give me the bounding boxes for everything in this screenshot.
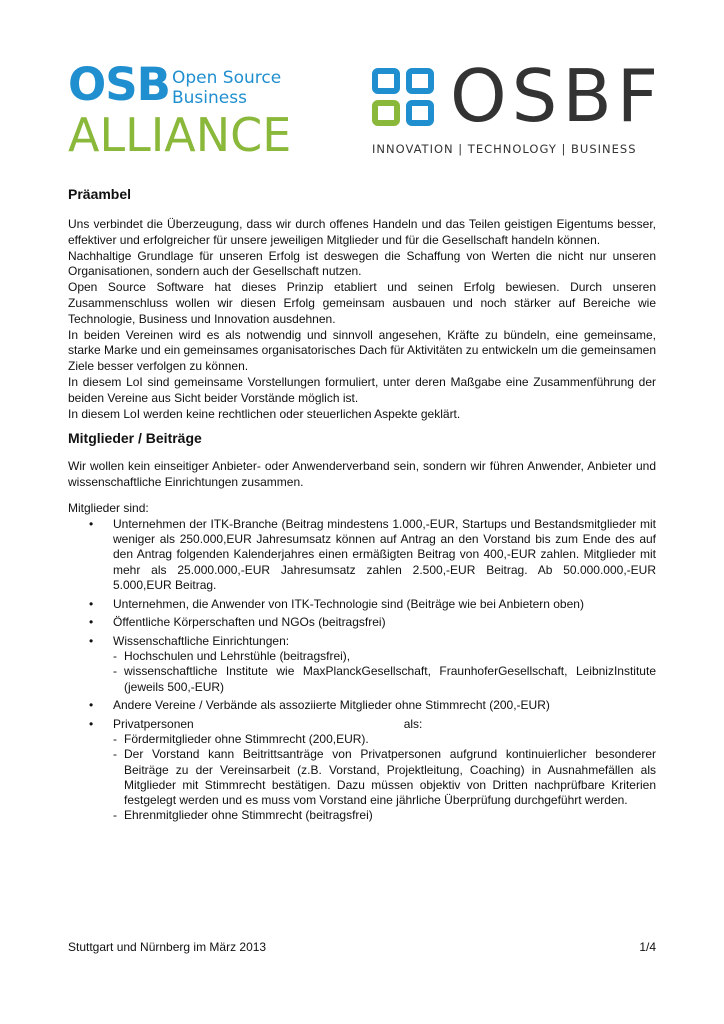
sub-list-item-text: Hochschulen und Lehrstühle (beitragsfrei), <box>124 649 351 664</box>
list-item-text <box>113 717 656 732</box>
osbf-squares-icon <box>372 68 442 132</box>
bullet-icon: • <box>89 596 94 611</box>
bullet-icon: • <box>89 517 94 531</box>
bullet-icon: • <box>89 716 94 731</box>
list-item-text: Unternehmen, die Anwender von ITK-Technologie sind (Beiträge wie bei Anbietern oben) <box>113 596 584 611</box>
dash-icon: - <box>113 747 117 762</box>
list-item-text: Wissenschaftliche Einrichtungen: <box>113 633 290 648</box>
members-list <box>68 517 656 827</box>
list-item-text: Öffentliche Körperschaften und NGOs (beitragsfrei) <box>113 615 386 630</box>
praeambel-line: In diesem LoI sind gemeinsame Vorstellungen formuliert, unter deren Maßgabe eine Zusammenführung der beiden Vereine aus Sicht beider Vorstände möglich ist. <box>68 374 656 405</box>
sub-list-item <box>113 732 656 747</box>
sub-list-item-text: Der Vorstand kann Beitrittsanträge von Privatpersonen aufgrund kontinuierlicher besonderer Beiträge zu der Vereinsarbeit (z.B. Vorstand, Projektleitung, Coaching) in Ausnahmefällen als Mitglieder mit Stimmrecht bestätigen. Dazu müssen objektiv von Dritten nachprüfbare Kriterien festgelegt werden und es muss vom Vorstand eine jährliche Überprüfung durchgeführt werden. <box>124 747 656 807</box>
bullet-icon: • <box>89 633 94 648</box>
osb-logo-alliance: ALLIANCE <box>68 108 292 162</box>
osbf-tagline: INNOVATION | TECHNOLOGY | BUSINESS <box>372 142 637 156</box>
list-item-text: Andere Vereine / Verbände als assoziierte Mitglieder ohne Stimmrecht (200,-EUR) <box>113 698 550 713</box>
bullet-icon: • <box>89 698 94 713</box>
section-heading-praeambel: Präambel <box>68 186 132 202</box>
sub-list-item <box>113 747 656 808</box>
osb-logo-line1: Open Source <box>172 68 282 88</box>
osb-logo-line2: Business <box>172 88 247 108</box>
praeambel-line: Open Source Software hat dieses Prinzip etabliert und seinen Erfolg bewiesen. Durch unseren Zusammenschluss wollen wir diesen Erfolg gemeinsam ausbauen und noch stärker auf Bereiche wie Technologie, Business und Innovation ausdehnen. <box>68 280 656 326</box>
bullet-icon: • <box>89 615 94 630</box>
privatpersonen-label: Privatpersonen <box>113 716 194 731</box>
dash-icon: - <box>113 649 117 664</box>
section-heading-mitglieder: Mitglieder / Beiträge <box>68 430 202 446</box>
praeambel-line: In beiden Vereinen wird es als notwendig und sinnvoll angesehen, Kräfte zu bündeln, eine gemeinsame, starke Marke und ein gemeinsames organisatorisches Dach für Aktivitäten zu entwickeln um die gemeinsamen Ziele besser verfolgen zu können. <box>68 327 656 374</box>
praeambel-text <box>68 217 656 422</box>
list-item <box>68 615 656 630</box>
sub-list-item <box>113 649 656 664</box>
list-item <box>68 597 656 612</box>
praeambel-line: Nachhaltige Grundlage für unseren Erfolg ist deswegen die Schaffung von Werten die nicht nur unseren Organisationen, sondern auch der Gesellschaft nutzen. <box>68 248 656 279</box>
privatpersonen-als: als: <box>403 716 423 731</box>
praeambel-line: In diesem LoI werden keine rechtlichen oder steuerlichen Aspekte geklärt. <box>68 406 461 421</box>
list-item <box>68 517 656 593</box>
osb-logo-mark: OSB <box>68 58 170 111</box>
footer-place-date: Stuttgart und Nürnberg im März 2013 <box>68 940 267 954</box>
list-item <box>68 698 656 713</box>
osbf-logo <box>372 54 664 158</box>
dash-icon: - <box>113 808 117 823</box>
praeambel-line: Uns verbindet die Überzeugung, dass wir durch offenes Handeln und das Teilen geistigen Eigentums besser, effektiver und erfolgreicher für unsere jeweiligen Mitglieder und für die Gesellschaft handeln können. <box>68 217 656 247</box>
list-item <box>68 717 656 823</box>
mitglieder-intro: Wir wollen kein einseitiger Anbieter- oder Anwenderverband sein, sondern wir führen Anwender, Anbieter und wissenschaftliche Einrichtungen zusammen. <box>68 459 656 489</box>
sub-list-item <box>113 664 656 694</box>
osb-alliance-logo <box>68 58 300 164</box>
mitglieder-list-label: Mitglieder sind: <box>68 501 149 515</box>
sub-list-item-text: Fördermitglieder ohne Stimmrecht (200,EUR). <box>124 732 369 747</box>
page-number: 1/4 <box>639 940 656 954</box>
sub-list-item-text: wissenschaftliche Institute wie MaxPlanckGesellschaft, FraunhoferGesellschaft, LeibnizInstitute (jeweils 500,-EUR) <box>124 664 656 694</box>
sub-list-item-text: Ehrenmitglieder ohne Stimmrecht (beitragsfrei) <box>124 808 373 823</box>
dash-icon: - <box>113 732 117 747</box>
osbf-logo-mark: OSBF <box>450 54 664 138</box>
sub-list-item <box>113 808 656 823</box>
list-item <box>68 634 656 695</box>
list-item-text: Unternehmen der ITK-Branche (Beitrag mindestens 1.000,-EUR, Startups und Bestandsmitglieder mit weniger als 250.000,EUR Jahresumsatz können auf Antrag an den Vorstand bis zum Ende des auf den Antrag folgenden Kalenderjahres einen ermäßigten Beitrag von 400,-EUR zahlen. Mitglieder mit mehr als 25.000.000,-EUR Jahresumsatz zahlen 2.500,-EUR Beitrag. Ab 50.000.000,-EUR 5.000,EUR Beitrag. <box>113 517 656 592</box>
dash-icon: - <box>113 664 117 679</box>
